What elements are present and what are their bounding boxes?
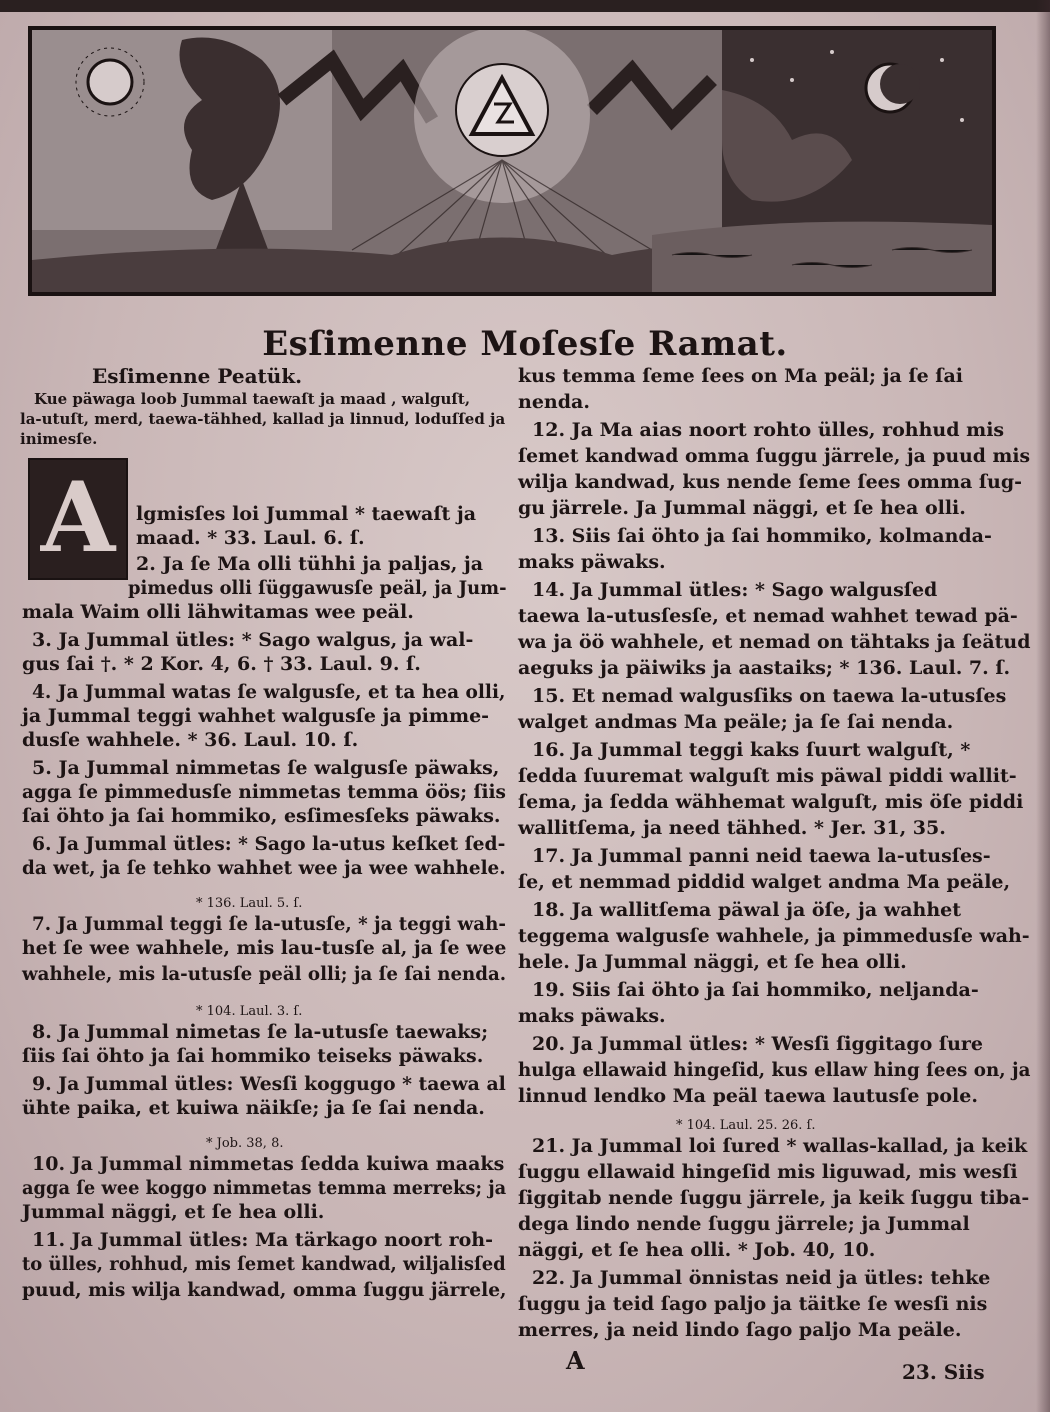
text-line: 11. Ja Jummal ütles: Ma tärkago noort roh- <box>32 1229 494 1251</box>
summary-line: la-utuſt, merd, taewa-tähhed, kallad ja linnud, loduſſed ja <box>20 410 506 428</box>
text-line: 16. Ja Jummal teggi kaks ſuurt walguſt, * <box>532 739 971 761</box>
text-line: da wet, ja ſe tehko wahhet wee ja wee wahhele. <box>22 857 506 879</box>
text-line: kus temma ſeme ſees on Ma peäl; ja ſe ſai <box>518 365 963 387</box>
text-line: * 104. Laul. 25. 26. ſ. <box>676 1118 816 1133</box>
text-line: het ſe wee wahhele, mis lau-tusſe al, ja ſe wee <box>22 937 507 959</box>
page-top-edge <box>0 0 1050 12</box>
text-line: 15. Et nemad walgusſiks on taewa la-utusſes <box>532 685 1007 707</box>
text-line: lgmisſes loi Jummal * taewaſt ja <box>136 503 477 525</box>
text-line: walget andmas Ma peäle; ja ſe ſai nenda. <box>518 711 954 733</box>
text-line: näggi, et ſe hea olli. * Job. 40, 10. <box>518 1239 876 1261</box>
decorative-initial: A <box>28 458 128 580</box>
text-line: ſema, ja ſedda wähhemat walguſt, mis öſe piddi <box>518 791 1024 813</box>
text-line: 5. Ja Jummal nimmetas ſe walgusſe päwaks, <box>32 757 500 779</box>
text-line: 20. Ja Jummal ütles: * Wesſi ſiggitago ſure <box>532 1033 984 1055</box>
chapter-title: Esſimenne Peatük. <box>92 364 303 388</box>
text-line: ühte paika, et kuiwa näikſe; ja ſe ſai nenda. <box>22 1097 485 1119</box>
catchword: 23. Siis <box>902 1360 985 1384</box>
text-line: 21. Ja Jummal loi ſured * wallas-kallad, ja keik <box>532 1135 1028 1157</box>
text-line: * Job. 38, 8. <box>206 1136 284 1151</box>
text-line: ſiggitab nende ſuggu järrele, ja keik ſuggu tiba- <box>518 1187 1030 1209</box>
text-line: nenda. <box>518 391 590 413</box>
text-line: agga ſe wee koggo nimmetas temma merreks; ja <box>22 1177 507 1199</box>
text-line: ſemet kandwad omma ſuggu järrele, ja puud mis <box>518 445 1031 467</box>
text-line: mala Waim olli lähwitamas wee peäl. <box>22 601 414 623</box>
text-line: teggema walgusſe wahhele, ja pimmedusſe wah- <box>518 925 1030 947</box>
text-line: ſedda ſuuremat walguſt mis päwal piddi wallit- <box>518 765 1017 787</box>
text-line: dega lindo nende ſuggu järrele; ja Jummal <box>518 1213 970 1235</box>
text-line: ja Jummal teggi wahhet walgusſe ja pimme- <box>22 705 490 727</box>
page-edge-shadow <box>1036 0 1050 1412</box>
text-line: ſuggu ja teid ſago paljo ja täitke ſe wesſi nis <box>518 1293 988 1315</box>
text-line: taewa la-utusſesſe, et nemad wahhet tewad pä- <box>518 605 1018 627</box>
summary-line: inimesſe. <box>20 430 98 448</box>
text-line: to ülles, rohhud, mis ſemet kandwad, wiljalisſed <box>22 1253 506 1275</box>
text-line: 14. Ja Jummal ütles: * Sago walgusſed <box>532 579 938 601</box>
text-line: ſuggu ellawaid hingeſid mis liguwad, mis wesſi <box>518 1161 1018 1183</box>
text-line: wahhele, mis la-utusſe peäl olli; ja ſe ſai nenda. <box>22 963 507 985</box>
text-line: aeguks ja päiwiks ja aastaiks; * 136. Laul. 7. ſ. <box>518 657 1011 679</box>
text-line: maad. * 33. Laul. 6. ſ. <box>136 527 365 549</box>
text-line: Jummal näggi, et ſe hea olli. <box>22 1201 325 1223</box>
text-line: 7. Ja Jummal teggi ſe la-utusſe, * ja teggi wah- <box>32 913 506 935</box>
text-line: ſai öhto ja ſai hommiko, esſimesſeks päwaks. <box>22 805 501 827</box>
signature-mark: A <box>566 1346 585 1375</box>
text-line: puud, mis wilja kandwad, omma ſuggu järrele, <box>22 1279 507 1301</box>
text-line: * 104. Laul. 3. ſ. <box>196 1004 303 1019</box>
text-line: wilja kandwad, kus nende ſeme ſees omma ſug- <box>518 471 1023 493</box>
text-line: 19. Siis ſai öhto ja ſai hommiko, neljanda- <box>532 979 979 1001</box>
creation-woodcut-illustration <box>28 26 996 296</box>
text-line: 3. Ja Jummal ütles: * Sago walgus, ja wal- <box>32 629 474 651</box>
text-line: gus ſai †. * 2 Kor. 4, 6. † 33. Laul. 9. ſ. <box>22 653 421 675</box>
text-line: dusſe wahhele. * 36. Laul. 10. ſ. <box>22 729 359 751</box>
summary-line: Kue päwaga loob Jummal taewaſt ja maad , walguſt, <box>34 390 471 408</box>
text-line: 18. Ja wallitſema päwal ja öſe, ja wahhet <box>532 899 961 921</box>
text-line: wa ja öö wahhele, et nemad on tähtaks ja ſeätud <box>518 631 1031 653</box>
text-line: 12. Ja Ma aias noort rohto ülles, rohhud mis <box>532 419 1005 441</box>
text-line: ſiis ſai öhto ja ſai hommiko teiseks päwaks. <box>22 1045 484 1067</box>
text-line: hulga ellawaid hingeſid, kus ellaw hing ſees on, ja <box>518 1059 1031 1081</box>
text-line: 2. Ja ſe Ma olli tühhi ja paljas, ja <box>136 553 484 575</box>
radiant-triangle-icon <box>414 30 590 203</box>
text-line: 8. Ja Jummal nimetas ſe la-utusſe taewaks; <box>32 1021 489 1043</box>
text-line: 17. Ja Jummal panni neid taewa la-utusſes- <box>532 845 991 867</box>
text-line: 10. Ja Jummal nimmetas ſedda kuiwa maaks <box>32 1153 505 1175</box>
text-line: * 136. Laul. 5. ſ. <box>196 896 303 911</box>
text-line: pimedus olli ſüggawusſe peäl, ja Jum- <box>128 577 507 599</box>
text-line: merres, ja neid lindo ſago paljo Ma peäle. <box>518 1319 962 1341</box>
text-line: ſe, et nemmad piddid walget andma Ma peäle, <box>518 871 1011 893</box>
text-line: 13. Siis ſai öhto ja ſai hommiko, kolmanda- <box>532 525 992 547</box>
text-line: maks päwaks. <box>518 1005 666 1027</box>
book-title: Esſimenne Moſesſe Ramat. <box>262 324 788 364</box>
text-line: hele. Ja Jummal näggi, et ſe hea olli. <box>518 951 907 973</box>
text-line: 9. Ja Jummal ütles: Wesſi koggugo * taewa al <box>32 1073 506 1095</box>
text-line: agga ſe pimmedusſe nimmetas temma öös; ſiis <box>22 781 506 803</box>
text-line: maks päwaks. <box>518 551 666 573</box>
text-line: wallitſema, ja need tähhed. * Jer. 31, 35. <box>518 817 946 839</box>
text-line: gu järrele. Ja Jummal näggi, et ſe hea olli. <box>518 497 966 519</box>
text-line: 22. Ja Jummal önnistas neid ja ütles: tehke <box>532 1267 991 1289</box>
text-line: 4. Ja Jummal watas ſe walgusſe, et ta hea olli, <box>32 681 506 703</box>
text-line: 6. Ja Jummal ütles: * Sago la-utus keſket ſed- <box>32 833 506 855</box>
text-line: linnud lendko Ma peäl taewa lautusſe pole. <box>518 1085 978 1107</box>
